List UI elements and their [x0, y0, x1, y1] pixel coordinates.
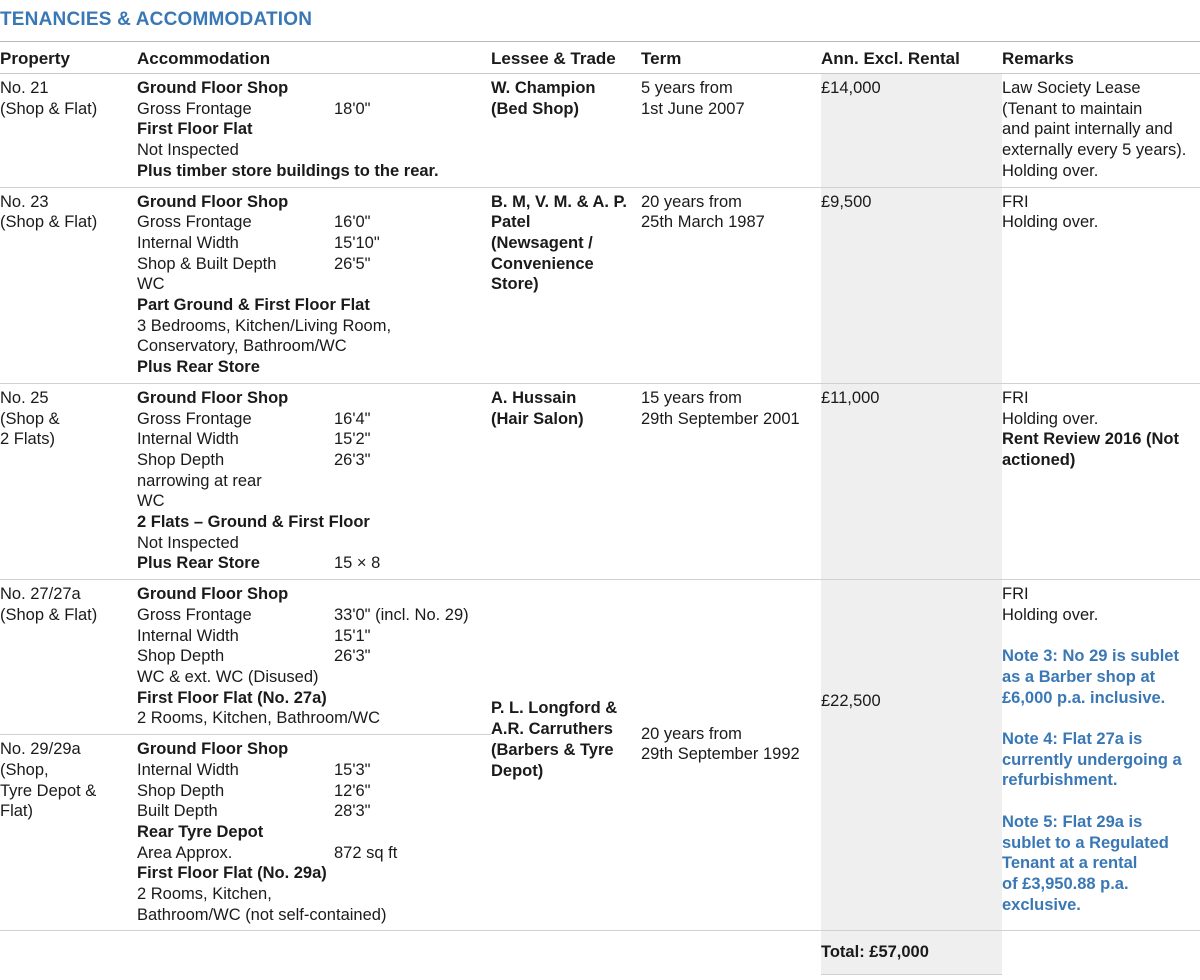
text-line: No. 27/27a	[0, 585, 81, 604]
rent-cell	[821, 580, 1002, 931]
text-line: A. Hussain	[491, 388, 577, 407]
text-line: Conservatory, Bathroom/WC	[137, 337, 347, 356]
text-line: 2 Rooms, Kitchen, Bathroom/WC	[137, 709, 381, 728]
table-row	[0, 187, 1200, 383]
spacer	[1002, 791, 1200, 812]
text-line: of £3,950.88 p.a.	[1002, 874, 1129, 893]
rent-text	[821, 192, 1002, 213]
text-line: 1st June 2007	[641, 99, 745, 118]
field-value: 26'3"	[334, 647, 371, 666]
key-value-line	[137, 99, 491, 120]
lessee-cell	[491, 187, 641, 383]
field-label: Plus Rear Store	[137, 554, 260, 573]
field-label: Internal Width	[137, 233, 239, 252]
text-line: externally every 5 years).	[1002, 141, 1187, 160]
field-label: Shop Depth	[137, 781, 225, 800]
lessee-cell	[491, 580, 641, 931]
remarks-cell	[1002, 187, 1200, 383]
text-line: No. 23	[0, 192, 49, 211]
text-line: as a Barber shop at	[1002, 667, 1156, 686]
accommodation-text	[137, 584, 491, 729]
key-value-line	[137, 646, 491, 667]
text-line: 3 Bedrooms, Kitchen/Living Room,	[137, 316, 392, 335]
remarks-cell	[1002, 580, 1200, 931]
field-value: 26'3"	[334, 450, 371, 469]
accommodation-cell	[137, 580, 491, 735]
field-value: 16'0"	[334, 213, 371, 232]
key-value-line	[137, 626, 491, 647]
rent-text	[821, 78, 1002, 99]
field-label: Gross Frontage	[137, 409, 252, 428]
text-line: Holding over.	[1002, 605, 1099, 624]
lessee-cell	[491, 74, 641, 188]
column-header: Property	[0, 42, 137, 74]
key-value-line	[137, 212, 491, 233]
field-value: 15'10"	[334, 233, 380, 252]
text-line: 29th September 1992	[641, 745, 800, 764]
empty-cell	[641, 931, 821, 975]
key-value-line	[137, 233, 491, 254]
text-line: Plus Rear Store	[137, 358, 260, 377]
key-value-line	[137, 843, 491, 864]
lessee-text	[491, 78, 641, 119]
tenancy-table	[0, 41, 1200, 975]
remarks-text	[1002, 192, 1200, 233]
text-line: Flat)	[0, 802, 33, 821]
empty-cell	[1002, 931, 1200, 975]
column-header: Ann. Excl. Rental	[821, 42, 1002, 74]
field-value: 33'0" (incl. No. 29)	[334, 605, 469, 624]
text-line: (Barbers & Tyre	[491, 740, 614, 759]
field-label: Shop Depth	[137, 647, 225, 666]
accommodation-cell	[137, 383, 491, 579]
lessee-text	[491, 388, 641, 429]
text-line: Ground Floor Shop	[137, 740, 289, 759]
text-line: Depot)	[491, 761, 544, 780]
text-line: (Shop & Flat)	[0, 99, 98, 118]
column-header: Term	[641, 42, 821, 74]
property-text	[0, 78, 137, 119]
lessee-cell	[491, 383, 641, 579]
text-line: (Hair Salon)	[491, 409, 584, 428]
text-line: Note 3: No 29 is sublet	[1002, 647, 1179, 666]
remarks-text	[1002, 78, 1200, 182]
empty-cell	[0, 931, 137, 975]
field-value: 18'0"	[334, 99, 371, 118]
text-line: Patel	[491, 213, 531, 232]
text-line: refurbishment.	[1002, 771, 1118, 790]
spacer	[1002, 708, 1200, 729]
empty-cell	[137, 931, 491, 975]
text-line: 5 years from	[641, 79, 733, 97]
key-value-line	[137, 429, 491, 450]
text-line: Not Inspected	[137, 533, 239, 552]
term-text	[641, 724, 821, 765]
text-line: Ground Floor Shop	[137, 192, 289, 211]
text-line: (Shop,	[0, 760, 49, 779]
text-line: Rear Tyre Depot	[137, 822, 264, 841]
text-line: Tenant at a rental	[1002, 854, 1138, 873]
text-line: Law Society Lease	[1002, 79, 1141, 97]
property-cell	[0, 187, 137, 383]
text-line: First Floor Flat (No. 27a)	[137, 688, 327, 707]
rent-cell	[821, 187, 1002, 383]
field-value: 28'3"	[334, 802, 371, 821]
term-text	[641, 192, 821, 233]
text-line: No. 21	[0, 79, 49, 97]
property-text	[0, 739, 137, 822]
text-line: £11,000	[821, 388, 880, 407]
remarks-cell	[1002, 74, 1200, 188]
accommodation-cell	[137, 735, 491, 931]
accommodation-text	[137, 192, 491, 378]
table-row	[0, 74, 1200, 188]
text-line: No. 25	[0, 388, 49, 407]
column-header: Remarks	[1002, 42, 1200, 74]
text-line: FRI	[1002, 192, 1029, 211]
text-line: Bathroom/WC (not self-contained)	[137, 905, 387, 924]
text-line: No. 29/29a	[0, 740, 81, 759]
field-label: Shop & Built Depth	[137, 254, 277, 273]
accommodation-cell	[137, 74, 491, 188]
rent-cell	[821, 383, 1002, 579]
accommodation-cell	[137, 187, 491, 383]
property-cell	[0, 735, 137, 931]
text-line: FRI	[1002, 585, 1029, 604]
text-line: 2 Flats)	[0, 430, 56, 449]
text-line: 25th March 1987	[641, 213, 765, 232]
field-value: 15'3"	[334, 760, 371, 779]
table-row	[0, 580, 1200, 735]
field-value: 15'1"	[334, 626, 371, 645]
text-line: sublet to a Regulated	[1002, 833, 1169, 852]
empty-cell	[491, 931, 641, 975]
text-line: Holding over.	[1002, 213, 1099, 232]
text-line: Ground Floor Shop	[137, 79, 289, 97]
text-line: B. M, V. M. & A. P.	[491, 192, 628, 211]
term-cell	[641, 580, 821, 931]
key-value-line	[137, 450, 491, 471]
accommodation-text	[137, 739, 491, 925]
total-row	[0, 931, 1200, 975]
text-line: First Floor Flat (No. 29a)	[137, 864, 327, 883]
text-line: Holding over.	[1002, 409, 1099, 428]
field-label: Gross Frontage	[137, 99, 252, 118]
text-line: Ground Floor Shop	[137, 585, 289, 604]
text-line: (Newsagent /	[491, 233, 593, 252]
text-line: WC	[137, 492, 165, 511]
text-line: 29th September 2001	[641, 409, 800, 428]
text-line: Ground Floor Shop	[137, 388, 289, 407]
key-value-line	[137, 801, 491, 822]
text-line: 2 Flats – Ground & First Floor	[137, 513, 370, 532]
total-cell: Total: £57,000	[821, 931, 1002, 975]
text-line: Store)	[491, 275, 539, 294]
rent-text	[821, 691, 1002, 712]
field-label: Gross Frontage	[137, 213, 252, 232]
text-line: First Floor Flat	[137, 120, 253, 139]
text-line: 20 years from	[641, 724, 742, 743]
text-line: Tyre Depot &	[0, 781, 97, 800]
text-line: £14,000	[821, 79, 881, 97]
key-value-line	[137, 781, 491, 802]
field-value: 26'5"	[334, 254, 371, 273]
text-line: currently undergoing a	[1002, 750, 1182, 769]
term-cell	[641, 187, 821, 383]
text-line: narrowing at rear	[137, 471, 262, 490]
property-cell	[0, 74, 137, 188]
term-cell	[641, 74, 821, 188]
field-value: 15'2"	[334, 430, 371, 449]
text-line: 20 years from	[641, 192, 742, 211]
text-line: £6,000 p.a. inclusive.	[1002, 688, 1166, 707]
text-line: (Tenant to maintain	[1002, 99, 1143, 118]
text-line: actioned)	[1002, 450, 1076, 469]
text-line: Convenience	[491, 254, 594, 273]
key-value-line	[137, 409, 491, 430]
property-text	[0, 192, 137, 233]
table-header-row	[0, 42, 1200, 74]
field-label: Shop Depth	[137, 450, 225, 469]
key-value-line	[137, 553, 491, 574]
field-value: 872 sq ft	[334, 843, 398, 862]
key-value-line	[137, 760, 491, 781]
text-line: Not Inspected	[137, 141, 239, 160]
text-line: WC & ext. WC (Disused)	[137, 667, 319, 686]
remarks-text	[1002, 584, 1200, 915]
rent-text	[821, 388, 1002, 409]
text-line: WC	[137, 275, 165, 294]
text-line: and paint internally and	[1002, 120, 1173, 139]
property-text	[0, 584, 137, 625]
field-label: Internal Width	[137, 430, 239, 449]
text-line: Note 5: Flat 29a is	[1002, 812, 1143, 831]
field-label: Area Approx.	[137, 843, 233, 862]
term-text	[641, 78, 821, 119]
field-value: 12'6"	[334, 781, 371, 800]
property-cell	[0, 383, 137, 579]
term-text	[641, 388, 821, 429]
remarks-text	[1002, 388, 1200, 471]
key-value-line	[137, 605, 491, 626]
text-line: (Shop &	[0, 409, 60, 428]
column-header: Lessee & Trade	[491, 42, 641, 74]
text-line: £9,500	[821, 192, 872, 211]
field-value: 16'4"	[334, 409, 371, 428]
term-cell	[641, 383, 821, 579]
field-label: Internal Width	[137, 626, 239, 645]
rent-cell	[821, 74, 1002, 188]
key-value-line	[137, 254, 491, 275]
text-line: Holding over.	[1002, 161, 1099, 180]
text-line: W. Champion	[491, 79, 596, 97]
text-line: Note 4: Flat 27a is	[1002, 730, 1143, 749]
lessee-text	[491, 698, 641, 781]
text-line: (Shop & Flat)	[0, 213, 98, 232]
section-title: TENANCIES & ACCOMMODATION	[0, 9, 313, 30]
text-line: exclusive.	[1002, 895, 1081, 914]
field-label: Built Depth	[137, 802, 218, 821]
text-line: Rent Review 2016 (Not	[1002, 430, 1179, 449]
text-line: (Bed Shop)	[491, 99, 579, 118]
remarks-cell	[1002, 383, 1200, 579]
table-row	[0, 383, 1200, 579]
column-header: Accommodation	[137, 42, 491, 74]
spacer	[1002, 626, 1200, 647]
text-line: Part Ground & First Floor Flat	[137, 296, 370, 315]
field-label: Internal Width	[137, 760, 239, 779]
text-line: £22,500	[821, 691, 881, 710]
text-line: Plus timber store buildings to the rear.	[137, 161, 439, 180]
accommodation-text	[137, 388, 491, 574]
text-line: 15 years from	[641, 388, 742, 407]
lessee-text	[491, 192, 641, 296]
text-line: (Shop & Flat)	[0, 605, 98, 624]
field-label: Gross Frontage	[137, 605, 252, 624]
property-cell	[0, 580, 137, 735]
accommodation-text	[137, 78, 491, 182]
property-text	[0, 388, 137, 450]
text-line: P. L. Longford &	[491, 699, 618, 718]
text-line: 2 Rooms, Kitchen,	[137, 885, 272, 904]
text-line: A.R. Carruthers	[491, 720, 613, 739]
field-value: 15 × 8	[334, 554, 381, 573]
text-line: FRI	[1002, 388, 1029, 407]
